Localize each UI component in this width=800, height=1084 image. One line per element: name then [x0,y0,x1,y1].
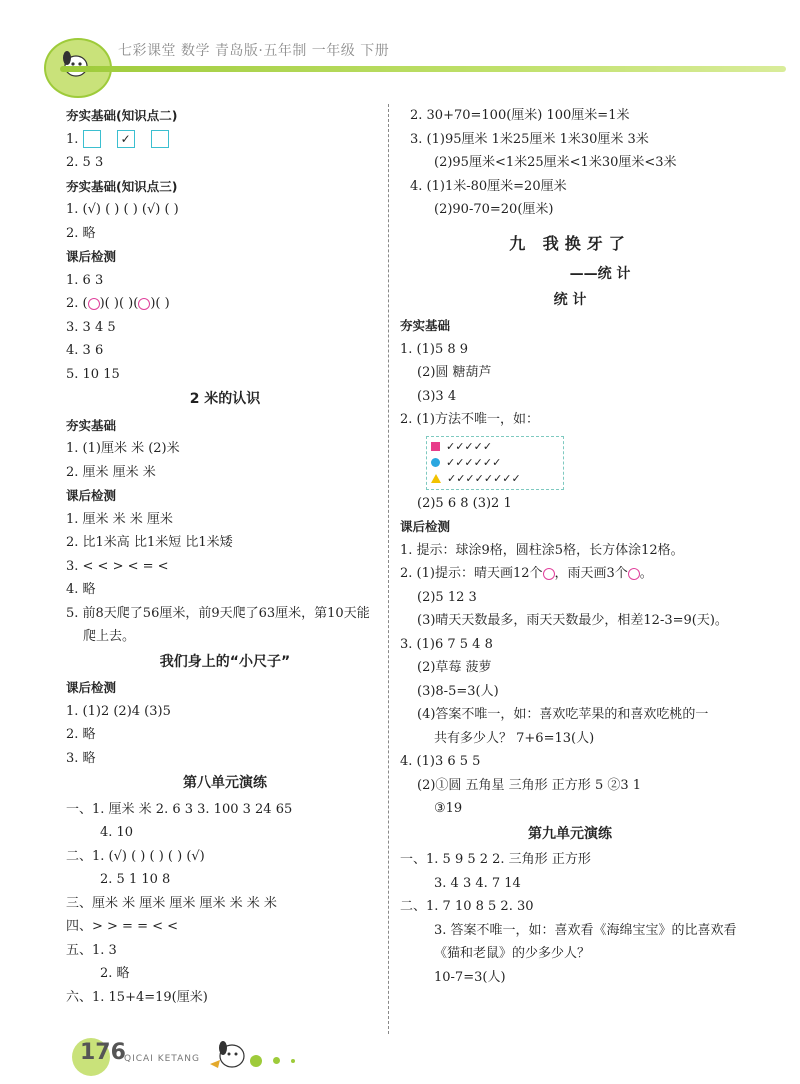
right-column [400,104,740,989]
answer-line: 2. 比1米高 比1米短 比1米矮 [66,535,233,550]
circle-icon [88,298,100,310]
tally-row-circle: ✓✓✓✓✓✓ [431,455,559,471]
dot-icon [291,1059,295,1063]
answer-boxes [66,128,384,152]
answer-line: (4)答案不唯一，如：喜欢吃苹果的和喜欢吃桃的一 [417,707,709,722]
tally-chart [426,436,564,490]
answer-line: 1. (1)2 (2)4 (3)5 [66,703,171,719]
answer-line: 二、1. (√) ( ) ( ) ( ) (√) [66,848,205,864]
dot-icon [273,1057,280,1064]
answer-line: (2)圆 糖葫芦 [417,365,492,380]
circle-icon [628,568,640,580]
answer-line: 1. (√) ( ) ( ) (√) ( ) [66,202,179,217]
answer-line: 三、厘米 米 厘米 厘米 厘米 米 米 米 [66,895,277,911]
answer-line: 共有多少人？ 7+6=13(人) [434,730,595,746]
answer-line: 2. 30+70=100(厘米) 100厘米=1米 [410,108,630,123]
answer-line: 2. ( )( )( )( )( ) [66,296,170,311]
circle-icon [138,298,150,310]
answer-line: 1. (1)厘米 米 (2)米 [66,441,180,456]
tally-row-triangle: ✓✓✓✓✓✓✓✓ [431,471,559,487]
dog-mascot-icon [58,46,94,82]
tally-row-square: ✓✓✓✓✓ [431,439,559,455]
section-heading: 课后检测 [66,249,117,264]
answer-line: 3. (1)6 7 5 4 8 [400,636,493,652]
answer-line: (2)①圆 五角星 三角形 正方形 5 ②3 1 [417,777,642,793]
answer-line: 2. 略 [66,225,96,241]
answer-line: 3. < < > < = < [66,558,169,574]
answer-line: 1. 厘米 米 米 厘米 [66,511,173,527]
square-icon [431,442,440,451]
answer-line: 5. 前8天爬了56厘米，前9天爬了63厘米，第10天能 [66,605,370,621]
answer-line: (2)5 12 3 [417,589,477,605]
column-divider [388,104,389,1034]
section-heading: 课后检测 [66,680,117,695]
answer-line: 1. 6 3 [66,272,104,288]
footer-brand: QICAI KETANG [124,1054,200,1064]
section-heading: 课后检测 [66,488,117,503]
answer-line: 2. (1)提示：晴天画12个 ，雨天画3个 。 [400,566,653,581]
answer-line: 5. 10 15 [66,366,120,382]
answer-line: 《猫和老鼠》的少多少人？ [434,946,591,961]
answer-line: (2)5 6 8 (3)2 1 [417,495,512,511]
answer-line: 4. (1)1米-80厘米=20厘米 [410,178,567,194]
left-column [66,104,384,1009]
answer-line: 六、1. 15+4=19(厘米) [66,989,208,1005]
dot-icon [250,1055,262,1067]
section-title: 第八单元演练 [183,775,267,791]
section-title: 我们身上的“小尺子” [159,653,291,670]
chapter-title: 九 我换牙了 [509,233,631,253]
answer-line: 4. (1)3 6 5 5 [400,754,481,769]
section-title: 2 米的认识 [189,391,261,407]
answer-line: (3)8-5=3(人) [417,683,499,699]
header-title: 七彩课堂 数学 青岛版·五年制 一年级 下册 [118,43,390,59]
answer-line: (3)3 4 [417,388,457,404]
footer-dots [250,1050,301,1069]
answer-line: 2. 略 [66,727,96,742]
answer-line: 3. 4 3 4. 7 14 [434,875,521,891]
section-title: 第九单元演练 [528,825,612,842]
section-title: 统 计 [553,291,587,308]
answer-line: 2. 5 1 10 8 [100,872,171,887]
answer-line: 4. 10 [100,825,134,840]
section-heading: 夯实基础(知识点三) [66,178,178,194]
answer-line: ③19 [434,801,463,816]
answer-line: 3. 略 [66,750,96,766]
answer-line: 3. (1)95厘米 1米25厘米 1米30厘米 3米 [410,131,649,147]
header-bar [60,66,786,72]
dog-mascot-icon [208,1034,248,1074]
section-heading: 夯实基础(知识点二) [66,108,178,123]
circle-icon [431,458,440,467]
answer-line: 1. 提示：球涂9格，圆柱涂5格，长方体涂12格。 [400,542,684,558]
answer-box [151,130,169,148]
answer-line: 2. 5 3 [66,155,104,170]
answer-line: (2)草莓 菠萝 [417,660,492,675]
answer-line: (2)95厘米<1米25厘米<1米30厘米<3米 [434,155,677,170]
answer-line: (2)90-70=20(厘米) [434,202,554,217]
answer-line: 二、1. 7 10 8 5 2. 30 [400,899,534,914]
answer-line: 2. (1)方法不唯一，如： [400,412,539,427]
answer-line: 3. 答案不唯一，如：喜欢看《海绵宝宝》的比喜欢看 [434,922,737,938]
chapter-subtitle: ——统 计 [569,266,631,282]
answer-line: 4. 3 6 [66,343,104,358]
answer-line: 4. 略 [66,582,96,597]
answer-line: 3. 3 4 5 [66,319,116,335]
answer-line: 2. 略 [100,966,130,981]
answer-box [83,130,101,148]
answer-line: 爬上去。 [83,629,136,644]
section-heading: 夯实基础 [66,417,117,433]
section-heading: 课后检测 [400,519,451,534]
answer-label: 1. [66,131,79,147]
answer-line: 2. 厘米 厘米 米 [66,464,156,480]
page-number: 176 [80,1040,126,1065]
answer-line: 一、1. 厘米 米 2. 6 3 3. 100 3 24 65 [66,801,293,817]
answer-line: 1. (1)5 8 9 [400,341,469,357]
section-heading: 夯实基础 [400,318,451,333]
answer-line: (3)晴天天数最多，雨天天数最少，相差12-3=9(天)。 [417,613,728,628]
answer-line: 四、> > = = < < [66,919,179,934]
answer-line: 五、1. 3 [66,942,117,958]
answer-line: 10-7=3(人) [434,969,506,985]
answer-line: 一、1. 5 9 5 2 2. 三角形 正方形 [400,852,591,867]
answer-box-checked: ✓ [117,130,135,148]
circle-icon [543,568,555,580]
triangle-icon [431,474,441,483]
